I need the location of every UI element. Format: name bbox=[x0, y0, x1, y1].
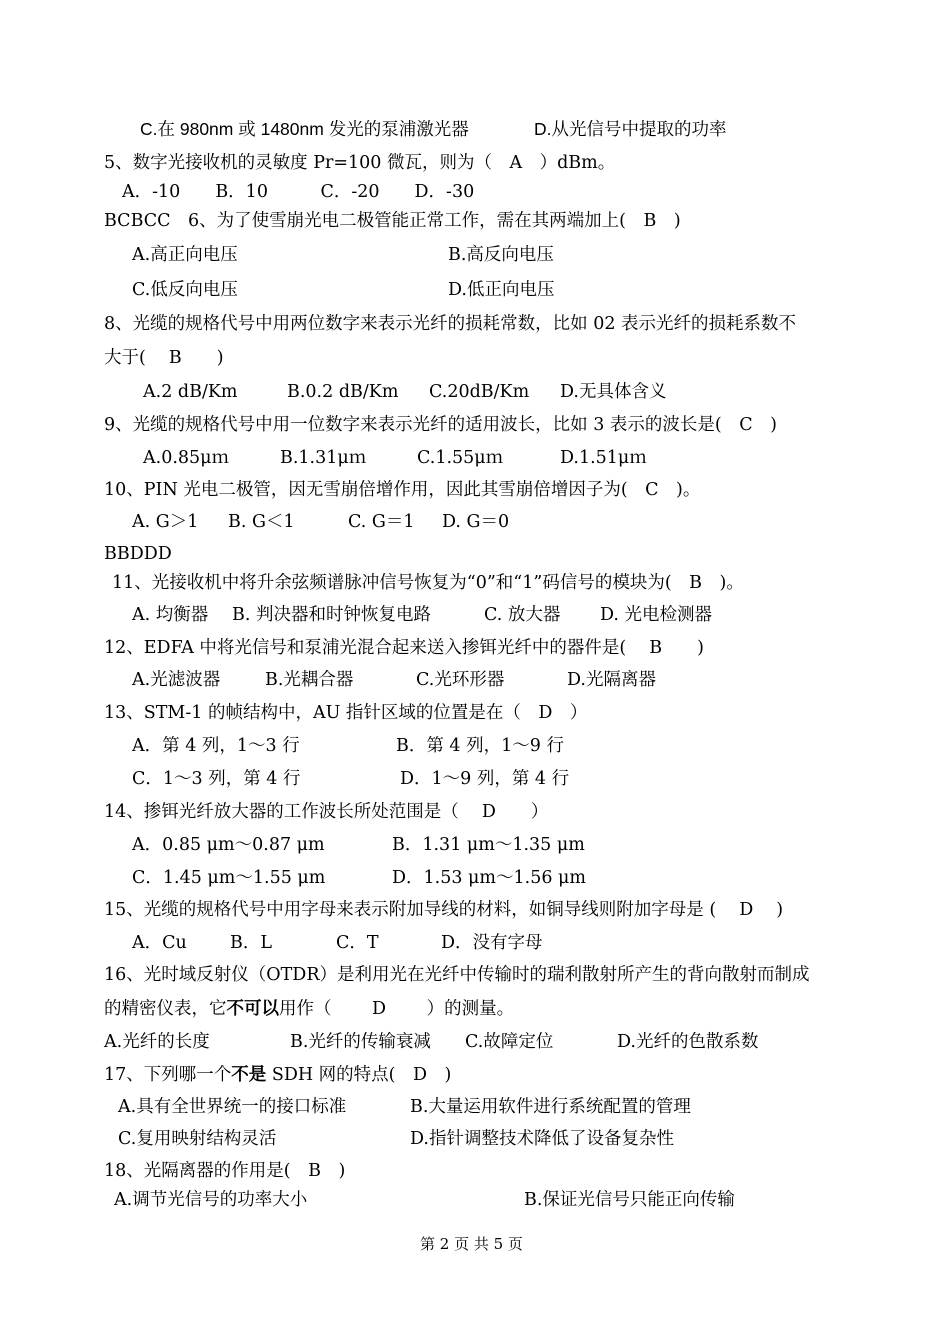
option-b: B．第 4 列，1～9 行 bbox=[396, 736, 564, 756]
option-a: A．第 4 列，1～3 行 bbox=[132, 736, 300, 756]
option-c: C.20dB/Km bbox=[429, 382, 530, 402]
option-c: C.1.55μｍ bbox=[417, 448, 504, 468]
question-16-text-part: 用作（ D ）的测量。 bbox=[279, 999, 515, 1019]
question-14: 14、掺铒光纤放大器的工作波长所处范围是（ D ） bbox=[104, 802, 549, 822]
emphasis-text: 不是 bbox=[231, 1064, 267, 1084]
option-b: B. 判决器和时钟恢复电路 bbox=[232, 605, 431, 625]
question-16-line-1: 16、光时域反射仪（OTDR）是利用光在光纤中传输时的瑞利散射所产生的背向散射而制成 bbox=[104, 965, 810, 985]
option-c: C.复用映射结构灵活 bbox=[118, 1129, 277, 1149]
page-footer: 第 2 页 共 5 页 bbox=[420, 1235, 523, 1253]
option-b: B.0.2 dB/Km bbox=[287, 382, 399, 402]
option-a: A.2 dB/Km bbox=[143, 382, 238, 402]
option-b: B.大量运用软件进行系统配置的管理 bbox=[410, 1097, 691, 1117]
option-c: C．1～3 列，第 4 行 bbox=[132, 769, 301, 789]
question-12: 12、EDFA 中将光信号和泵浦光混合起来送入掺铒光纤中的器件是( B ) bbox=[104, 638, 704, 658]
option-c: C.故障定位 bbox=[465, 1032, 554, 1052]
option-c: C．T bbox=[336, 933, 379, 953]
option-a: A．0.85 μm～0.87 μm bbox=[132, 835, 325, 855]
question-17 bbox=[104, 1062, 451, 1087]
option-d: D.光隔离器 bbox=[567, 670, 656, 690]
option-a: A. 均衡器 bbox=[132, 605, 209, 625]
option-c: C.在 980nm 或 1480nm 发光的泵浦激光器 bbox=[140, 119, 469, 139]
option-a: A．Cu bbox=[132, 933, 187, 953]
question-6: BCBCC 6、为了使雪崩光电二极管能正常工作，需在其两端加上( B ) bbox=[104, 211, 681, 231]
question-8-line-1: 8、光缆的规格代号中用两位数字来表示光纤的损耗常数，比如 02 表示光纤的损耗系数不 bbox=[104, 314, 797, 334]
option-d: D. 光电检测器 bbox=[600, 605, 713, 625]
option-d: D．没有字母 bbox=[441, 933, 543, 953]
question-10: 10、PIN 光电二极管，因无雪崩倍增作用，因此其雪崩倍增因子为( C )。 bbox=[104, 480, 701, 500]
option-b: B.1.31μｍ bbox=[280, 448, 367, 468]
option-b: B.高反向电压 bbox=[448, 245, 554, 265]
option-a: A. G＞1 bbox=[132, 512, 199, 532]
question-11: 11、光接收机中将升余弦频谱脉冲信号恢复为“0”和“1”码信号的模块为( B )。 bbox=[112, 573, 744, 593]
option-a: A.光滤波器 bbox=[132, 670, 221, 690]
option-d: D.低正向电压 bbox=[448, 280, 555, 300]
question-15: 15、光缆的规格代号中用字母来表示附加导线的材料，如铜导线则附加字母是 ( D ) bbox=[104, 900, 784, 920]
option-b: B．L bbox=[230, 933, 272, 953]
question-16-text-part: 的精密仪表，它 bbox=[104, 999, 227, 1019]
option-d: D.指针调整技术降低了设备复杂性 bbox=[410, 1129, 674, 1149]
option-b: B. G＜1 bbox=[228, 512, 295, 532]
question-16-line-2 bbox=[104, 996, 514, 1021]
question-17-text-part: SDH 网的特点( D ) bbox=[266, 1065, 452, 1085]
option-b: B.光纤的传输衰减 bbox=[290, 1032, 431, 1052]
option-b: B.保证光信号只能正向传输 bbox=[524, 1190, 735, 1210]
option-a: A.光纤的长度 bbox=[104, 1032, 210, 1052]
question-13: 13、STM-1 的帧结构中，AU 指针区域的位置是在（ D ） bbox=[104, 703, 588, 723]
option-a: A.0.85μｍ bbox=[143, 448, 230, 468]
option-c: C. G＝1 bbox=[348, 512, 415, 532]
option-d: D．1.53 μm～1.56 μm bbox=[392, 868, 587, 888]
option-c: C.光环形器 bbox=[416, 670, 505, 690]
answer-note: BBDDD bbox=[104, 544, 172, 564]
option-b: B.光耦合器 bbox=[265, 670, 354, 690]
question-5-options: A．-10 B．10 C．-20 D．-30 bbox=[122, 182, 475, 202]
option-c: C.低反向电压 bbox=[132, 280, 238, 300]
question-9: 9、光缆的规格代号中用一位数字来表示光纤的适用波长，比如 3 表示的波长是( C ) bbox=[104, 415, 777, 435]
option-b: B．1.31 μm～1.35 μm bbox=[392, 835, 585, 855]
option-d: D. G＝0 bbox=[442, 512, 510, 532]
option-d: D.1.51μｍ bbox=[560, 448, 647, 468]
option-d: D.从光信号中提取的功率 bbox=[534, 119, 727, 139]
option-a: A.调节光信号的功率大小 bbox=[114, 1190, 308, 1210]
question-8-line-2: 大于( B ) bbox=[104, 348, 224, 368]
option-d: D.无具体含义 bbox=[560, 382, 667, 402]
emphasis-text: 不可以 bbox=[226, 998, 279, 1018]
question-18: 18、光隔离器的作用是( B ) bbox=[104, 1161, 346, 1181]
option-d: D．1～9 列，第 4 行 bbox=[400, 769, 570, 789]
option-c: C. 放大器 bbox=[484, 605, 561, 625]
option-d: D.光纤的色散系数 bbox=[617, 1032, 759, 1052]
option-a: A.具有全世界统一的接口标准 bbox=[118, 1097, 347, 1117]
option-a: A.高正向电压 bbox=[132, 245, 238, 265]
question-17-text-part: 17、下列哪一个 bbox=[104, 1065, 232, 1085]
question-5: 5、数字光接收机的灵敏度 Pr=100 微瓦，则为（ A ）dBm。 bbox=[104, 153, 616, 173]
option-c: C．1.45 μm～1.55 μm bbox=[132, 868, 326, 888]
